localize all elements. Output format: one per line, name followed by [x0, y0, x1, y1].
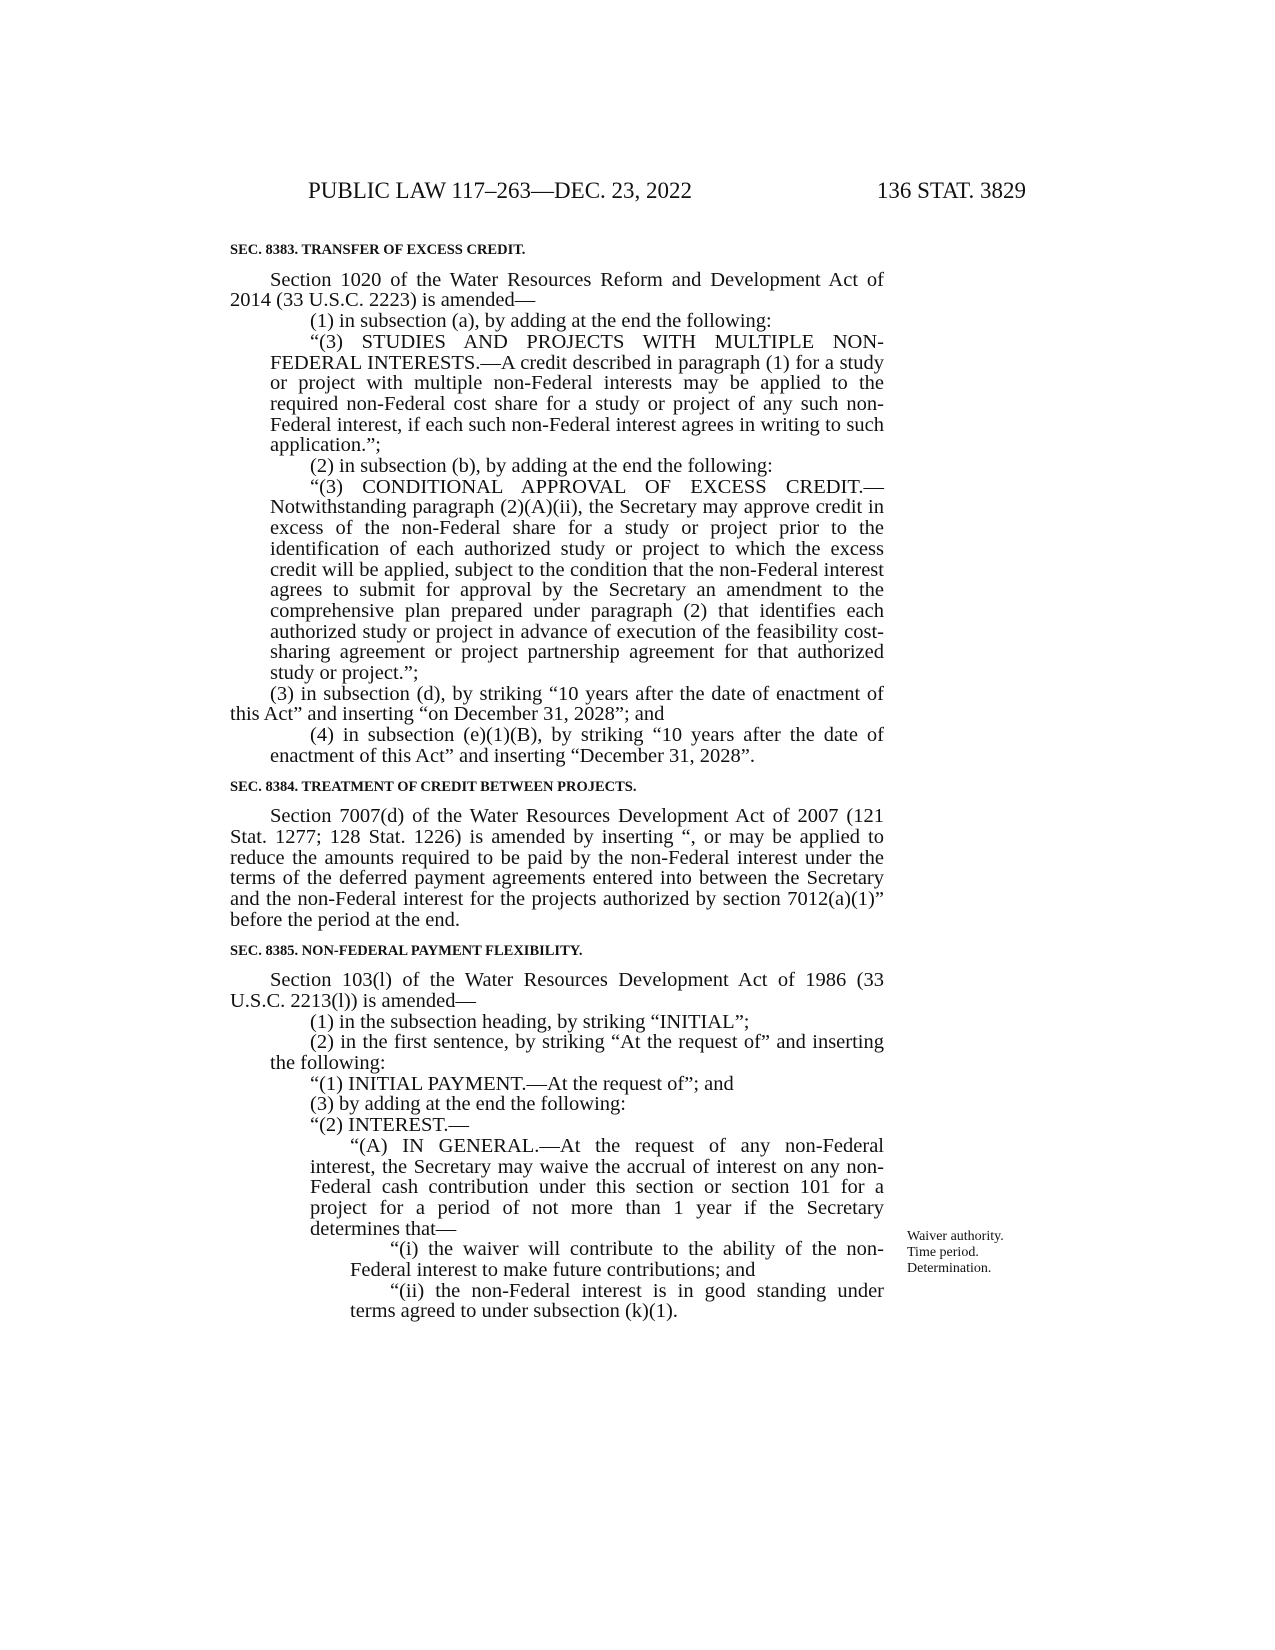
section-8385-para-1: (1) in the subsection heading, by striking “INITIAL”;	[310, 1010, 750, 1033]
running-head-title: PUBLIC LAW 117–263—DEC. 23, 2022	[308, 178, 693, 203]
margin-notes	[907, 1229, 1067, 1277]
section-8385-clause-ii: “(ii) the non-Federal interest is in good standing under terms agreed to under subsection (k)(1).	[350, 1279, 884, 1323]
text-column	[230, 240, 884, 1322]
section-8384-body: Section 7007(d) of the Water Resources Development Act of 2007 (121 Stat. 1277; 128 Stat. 1226) is amended by inserting “, or may be applied to reduce the amounts required to be paid by the non-Federal interest under the terms of the deferred payment agreements entered into between the Secretary and the non-Federal interest for the projects authorized by section 7012(a)(1)” before the period at the end.	[230, 805, 884, 931]
stat-page-number: 136 STAT. 3829	[876, 178, 1026, 203]
section-8385-subpara-a: “(A) IN GENERAL.—At the request of any non-Federal interest, the Secretary may waive the accrual of interest on any non-Federal cash contribution under this section or section 101 for a project for a period of not more than 1 year if the Secretary determines that—	[310, 1134, 884, 1240]
section-8385-clause-i: “(i) the waiver will contribute to the ability of the non-Federal interest to make future contributions; and	[350, 1238, 884, 1282]
section-8383-intro: Section 1020 of the Water Resources Reform and Development Act of 2014 (33 U.S.C. 2223) is amended—	[230, 268, 884, 312]
section-8383-para-4: (4) in subsection (e)(1)(B), by striking “10 years after the date of enactment of this Act” and inserting “December 31, 2028”.	[270, 724, 884, 767]
margin-note-waiver-authority: Waiver authority.	[907, 1229, 1004, 1244]
section-8383-para-1: (1) in subsection (a), by adding at the end the following:	[310, 310, 772, 333]
page-header	[308, 178, 1026, 208]
margin-note-time-period: Time period.	[907, 1245, 979, 1260]
section-8385-heading: SEC. 8385. NON-FEDERAL PAYMENT FLEXIBILITY.	[230, 942, 583, 959]
margin-note-determination: Determination.	[907, 1261, 992, 1276]
section-8385-para-3: (3) by adding at the end the following:	[310, 1093, 626, 1116]
section-8383-para-2: (2) in subsection (b), by adding at the end the following:	[310, 455, 773, 478]
section-8383-para-2-quote: “(3) CONDITIONAL APPROVAL OF EXCESS CREDIT.—Notwithstanding paragraph (2)(A)(ii), the Secretary may approve credit in excess of the non-Federal share for a study or project prior to the identification of each authorized study or project to which the excess credit will be applied, subject to the condition that the non-Federal interest agrees to submit for approval by the Secretary an amendment to the comprehensive plan prepared under paragraph (2) that identifies each authorized study or project in advance of execution of the feasibility cost-sharing agreement or project partnership agreement for that authorized study or project.”;	[270, 475, 884, 685]
section-8383-para-3: (3) in subsection (d), by striking “10 years after the date of enactment of this Act” and inserting “on December 31, 2028”; and	[230, 682, 884, 726]
section-8385-para-2: (2) in the first sentence, by striking “At the request of” and inserting the following:	[270, 1031, 884, 1075]
section-8385-para-2-quote: “(1) INITIAL PAYMENT.—At the request of”; and	[310, 1072, 734, 1095]
section-8385-interest-heading: “(2) INTEREST.—	[310, 1114, 470, 1137]
section-8385-intro: Section 103(l) of the Water Resources Development Act of 1986 (33 U.S.C. 2213(l)) is amended—	[230, 969, 884, 1012]
section-8384-heading: SEC. 8384. TREATMENT OF CREDIT BETWEEN PROJECTS.	[230, 778, 637, 795]
section-8383-heading: SEC. 8383. TRANSFER OF EXCESS CREDIT.	[230, 242, 526, 258]
section-8383-para-1-quote: “(3) STUDIES AND PROJECTS WITH MULTIPLE NON-FEDERAL INTERESTS.—A credit described in paragraph (1) for a study or project with multiple non-Federal interests may be applied to the required non-Federal cost share for a study or project of any such non-Federal interest, if each such non-Federal interest agrees in writing to such application.”;	[270, 330, 884, 457]
